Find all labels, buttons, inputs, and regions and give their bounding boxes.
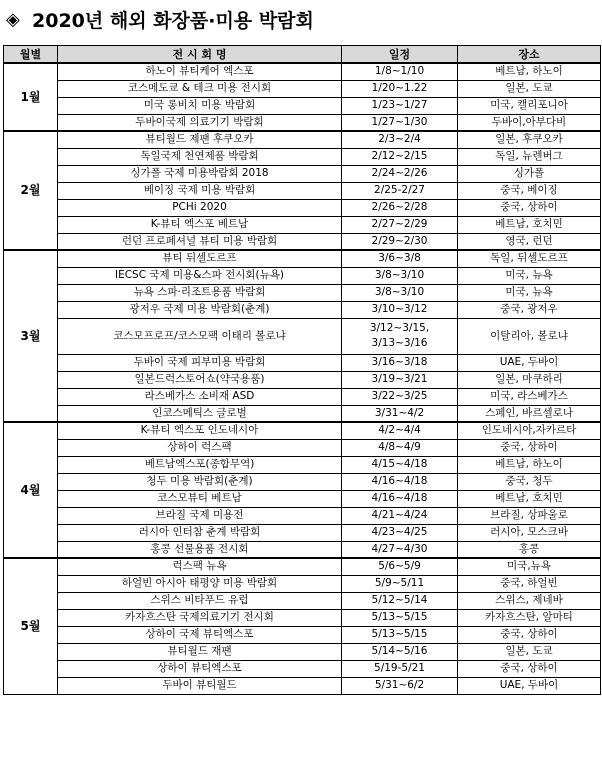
event-place-cell: 영국, 런던 [458,233,601,250]
event-date-cell: 5/9~5/11 [342,575,458,592]
event-date-cell: 2/26~2/28 [342,199,458,216]
event-name-cell: 브라질 국제 미용전 [58,507,342,524]
page-title [6,4,314,34]
event-name-cell: 하얼빈 아시아 태평양 미용 박람회 [58,575,342,592]
event-date-cell: 1/8~1/10 [342,63,458,80]
event-name-cell: 광저우 국제 미용 박람회(춘계) [58,301,342,318]
table-row [4,114,601,131]
event-place-cell: 미국, 뉴욕 [458,284,601,301]
table-row [4,609,601,626]
event-place-cell: 일본, 도쿄 [458,80,601,97]
event-name-cell: 뉴욕 스파·리조트용품 박람회 [58,284,342,301]
event-date-cell: 3/22~3/25 [342,388,458,405]
event-place-cell: 스페인, 바르셀로나 [458,405,601,422]
table-row [4,643,601,660]
event-name-cell: 싱가폴 국제 미용박람회 2018 [58,165,342,182]
event-place-cell: 일본, 후쿠오카 [458,131,601,148]
column-header-month: 월별 [4,46,58,64]
event-date-cell: 2/25-2/27 [342,182,458,199]
table-row [4,575,601,592]
event-place-cell: 중국, 광저우 [458,301,601,318]
month-cell: 1월 [4,63,58,131]
event-name-cell: 홍콩 선물용품 전시회 [58,541,342,558]
event-date-cell: 4/23~4/25 [342,524,458,541]
column-header-date: 일정 [342,46,458,64]
month-cell: 2월 [4,131,58,250]
event-place-cell: 중국, 상하이 [458,199,601,216]
event-place-cell: 중국, 상하이 [458,660,601,677]
event-place-cell: 러시아, 모스크바 [458,524,601,541]
event-place-cell: 중국, 하얼빈 [458,575,601,592]
table-row [4,422,601,439]
event-place-cell: 독일, 뉴렌버그 [458,148,601,165]
exhibition-table [3,45,601,695]
event-name-cell: K-뷰티 엑스포 인도네시아 [58,422,342,439]
table-row [4,660,601,677]
table-row [4,148,601,165]
event-date-cell: 1/20~1.22 [342,80,458,97]
event-place-cell: UAE, 두바이 [458,354,601,371]
page-title-text: 2020년 해외 화장품·미용 박람회 [32,9,314,32]
event-date-cell: 3/19~3/21 [342,371,458,388]
event-name-cell: 미국 롱비치 미용 박람회 [58,97,342,114]
table-row [4,456,601,473]
event-place-cell: 베트남, 하노이 [458,63,601,80]
event-place-cell: 일본, 도쿄 [458,643,601,660]
event-date-cell: 3/12~3/15, 3/13~3/16 [342,318,458,354]
month-cell: 4월 [4,422,58,558]
month-cell: 5월 [4,558,58,694]
event-date-cell: 4/8~4/9 [342,439,458,456]
event-name-cell: 청두 미용 박람회(춘계) [58,473,342,490]
table-row [4,524,601,541]
event-name-cell: 상하이 뷰티엑스포 [58,660,342,677]
table-row [4,165,601,182]
event-date-cell: 3/8~3/10 [342,284,458,301]
event-date-cell: 4/21~4/24 [342,507,458,524]
table-row [4,216,601,233]
event-date-cell: 5/13~5/15 [342,626,458,643]
event-name-cell: 일본드럭스토어쇼(약국용품) [58,371,342,388]
table-row [4,284,601,301]
table-row [4,131,601,148]
event-place-cell: 인도네시아,자카르타 [458,422,601,439]
event-date-cell: 1/23~1/27 [342,97,458,114]
table-row [4,626,601,643]
column-header-name: 전 시 회 명 [58,46,342,64]
event-name-cell: 카자흐스탄 국제의료기기 전시회 [58,609,342,626]
event-date-cell: 5/31~6/2 [342,677,458,694]
event-place-cell: 일본, 마쿠하리 [458,371,601,388]
table-row [4,354,601,371]
event-place-cell: 베트남, 호치민 [458,490,601,507]
event-date-cell: 4/27~4/30 [342,541,458,558]
table-row [4,199,601,216]
event-place-cell: 이탈리아, 볼로냐 [458,318,601,354]
event-place-cell: 중국, 상하이 [458,439,601,456]
table-row [4,490,601,507]
event-place-cell: 중국, 베이징 [458,182,601,199]
event-name-cell: IECSC 국제 미용&스파 전시회(뉴욕) [58,267,342,284]
event-name-cell: 두바이국제 의료기기 박람회 [58,114,342,131]
event-name-cell: 상하이 럭스팩 [58,439,342,456]
table-row [4,182,601,199]
event-name-cell: 코스모프로프/코스모팩 이태리 볼로냐 [58,318,342,354]
table-row [4,507,601,524]
event-name-cell: 상하이 국제 뷰티엑스포 [58,626,342,643]
table-row [4,558,601,575]
table-row [4,63,601,80]
column-header-place: 장소 [458,46,601,64]
table-row [4,97,601,114]
event-name-cell: 두바이 국제 피부미용 박람회 [58,354,342,371]
event-name-cell: K-뷰티 엑스포 베트남 [58,216,342,233]
table-row [4,405,601,422]
event-date-cell: 5/13~5/15 [342,609,458,626]
table-row [4,592,601,609]
month-cell: 3월 [4,250,58,422]
diamond-bullet-icon: ◈ [6,8,20,30]
event-date-cell: 5/12~5/14 [342,592,458,609]
event-place-cell: 싱가폴 [458,165,601,182]
table-row [4,80,601,97]
event-place-cell: 카자흐스탄, 알마티 [458,609,601,626]
event-date-cell: 2/3~2/4 [342,131,458,148]
event-date-cell: 5/6~5/9 [342,558,458,575]
event-name-cell: 뷰티 뒤셀도르프 [58,250,342,267]
event-place-cell: 미국,뉴욕 [458,558,601,575]
event-name-cell: 뷰티월드 제팬 후쿠오카 [58,131,342,148]
event-place-cell: 스위스, 제네바 [458,592,601,609]
event-place-cell: 독일, 뒤셀도르프 [458,250,601,267]
table-row [4,439,601,456]
event-place-cell: 두바이,아부다비 [458,114,601,131]
event-place-cell: 미국, 뉴욕 [458,267,601,284]
event-place-cell: 중국, 청두 [458,473,601,490]
table-row [4,301,601,318]
event-date-cell: 2/27~2/29 [342,216,458,233]
event-date-cell: 3/8~3/10 [342,267,458,284]
event-place-cell: 브라질, 상파울로 [458,507,601,524]
event-date-cell: 5/19-5/21 [342,660,458,677]
table-row [4,250,601,267]
event-name-cell: 스위스 비타푸드 유럽 [58,592,342,609]
event-place-cell: 홍콩 [458,541,601,558]
event-name-cell: 베트남엑스포(종합무역) [58,456,342,473]
event-date-cell: 3/10~3/12 [342,301,458,318]
event-name-cell: 하노이 뷰티케어 엑스포 [58,63,342,80]
table-row [4,541,601,558]
event-place-cell: 미국, 캘리포니아 [458,97,601,114]
event-date-cell: 4/15~4/18 [342,456,458,473]
event-name-cell: 럭스팩 뉴욕 [58,558,342,575]
event-name-cell: 코스메도쿄 & 테크 미용 전시회 [58,80,342,97]
event-name-cell: 인코스메틱스 글로벌 [58,405,342,422]
event-date-cell: 3/16~3/18 [342,354,458,371]
event-place-cell: 베트남, 하노이 [458,456,601,473]
event-date-cell: 3/31~4/2 [342,405,458,422]
event-date-cell: 4/16~4/18 [342,490,458,507]
table-row [4,677,601,694]
event-place-cell: 베트남, 호치민 [458,216,601,233]
event-place-cell: 미국, 라스베가스 [458,388,601,405]
event-date-cell: 4/16~4/18 [342,473,458,490]
event-date-cell: 4/2~4/4 [342,422,458,439]
event-name-cell: 라스베가스 소비재 ASD [58,388,342,405]
table-row [4,473,601,490]
table-row [4,267,601,284]
event-place-cell: 중국, 상하이 [458,626,601,643]
table-row [4,371,601,388]
event-date-cell: 3/6~3/8 [342,250,458,267]
event-name-cell: 코스모뷰티 베트남 [58,490,342,507]
event-date-cell: 2/24~2/26 [342,165,458,182]
event-name-cell: PCHi 2020 [58,199,342,216]
event-date-cell: 2/29~2/30 [342,233,458,250]
event-date-cell: 5/14~5/16 [342,643,458,660]
event-name-cell: 러시아 인터참 춘계 박람회 [58,524,342,541]
event-name-cell: 두바이 뷰티월드 [58,677,342,694]
event-date-cell: 1/27~1/30 [342,114,458,131]
event-place-cell: UAE, 두바이 [458,677,601,694]
event-date-cell: 2/12~2/15 [342,148,458,165]
table-header-row [4,46,601,64]
table-row [4,318,601,354]
event-name-cell: 베이징 국제 미용 박람회 [58,182,342,199]
table-row [4,233,601,250]
table-body [4,63,601,694]
event-name-cell: 독일국제 천연제품 박람회 [58,148,342,165]
table-row [4,388,601,405]
event-name-cell: 런던 프로페셔널 뷰티 미용 박람회 [58,233,342,250]
event-name-cell: 뷰티월드 재팬 [58,643,342,660]
